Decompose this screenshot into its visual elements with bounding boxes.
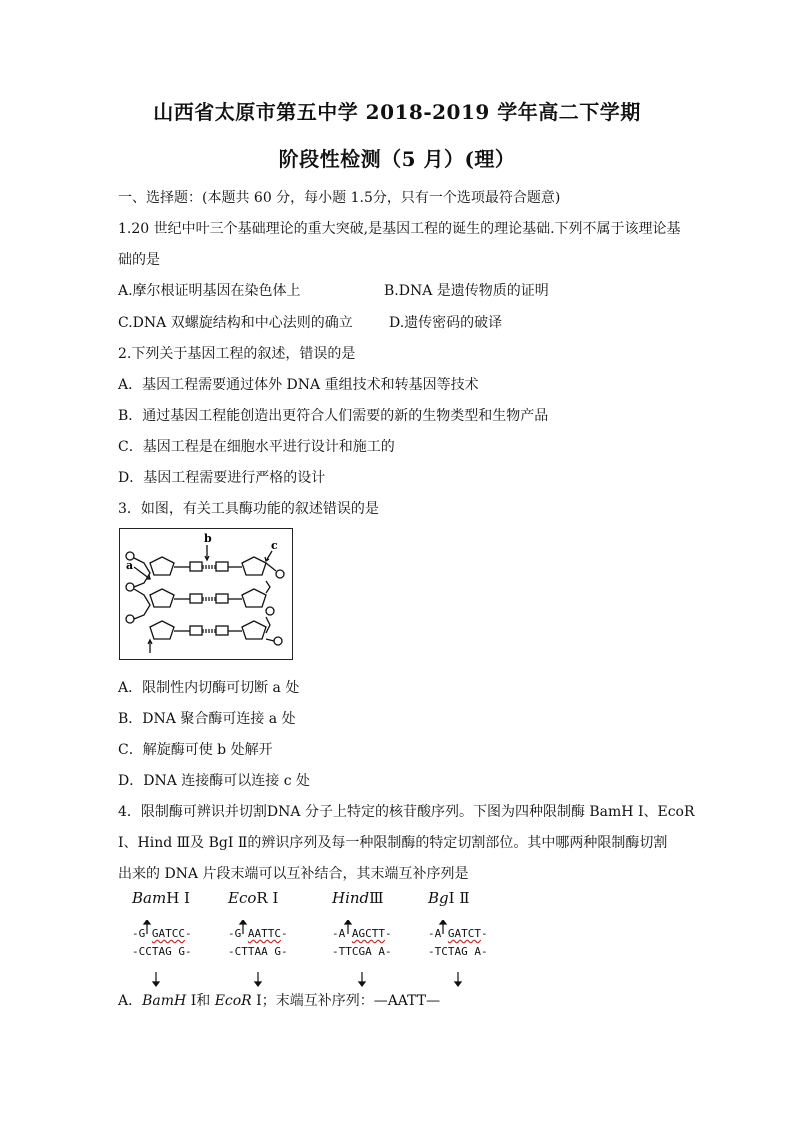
q1-stem-line2: 础的是 — [118, 252, 160, 268]
seq-top-left: -A — [332, 927, 352, 940]
seq-bottom-left: -CCTAG — [132, 945, 172, 958]
q2-option-c: C．基因工程是在细胞水平进行设计和施工的 — [118, 439, 395, 455]
seq-bottom-right: G- — [267, 945, 288, 958]
enzyme-suffix: R Ⅰ — [256, 889, 279, 907]
q2-option-b: B．通过基因工程能创造出更符合人们需要的新的生物类型和生物产品 — [118, 408, 549, 424]
q4-stem-line1: 4．限制酶可辨识并切割DNA 分子上特定的核苷酸序列。下图为四种限制酶 BamH Ⅰ、EcoR — [118, 804, 695, 820]
page-title-line2: 阶段性检测（5 月）(理） — [278, 147, 516, 171]
q4-option-a-mid: Ⅰ和 — [186, 993, 215, 1009]
q2-option-d: D．基因工程需要进行严格的设计 — [118, 470, 326, 486]
seq-top-left: -G — [228, 927, 248, 940]
figure-label-a: a — [126, 559, 134, 572]
seq-top-site: AGCTT — [351, 927, 385, 940]
enzyme-name: Hind — [332, 889, 370, 907]
seq-top-right: - — [385, 927, 392, 940]
q3-option-d: D．DNA 连接酶可以连接 c 处 — [118, 773, 311, 789]
q1-stem-line1: 1.20 世纪中叶三个基础理论的重大突破,是基因工程的诞生的理论基础.下列不属于该理论基 — [118, 221, 681, 237]
q3-stem: 3．如图，有关工具酶功能的叙述错误的是 — [118, 501, 379, 517]
section-heading: 一、选择题：(本题共 60 分，每小题 1.5分，只有一个选项最符合题意) — [118, 190, 561, 206]
enzyme-suffix: Ⅰ Ⅱ — [448, 889, 470, 907]
figure-label-b: b — [204, 532, 212, 545]
seq-top-left: -G — [132, 927, 152, 940]
q4-stem-line2: Ⅰ、Hind Ⅲ及 BgⅠ Ⅱ的辨识序列及每一种限制酶的特定切割部位。其中哪两种限制酶切割 — [118, 835, 668, 851]
q1-option-c: C.DNA 双螺旋结构和中心法则的确立 — [118, 315, 353, 331]
seq-top-right: - — [481, 927, 488, 940]
cut-site-arrows — [0, 920, 794, 990]
q2-option-a: A．基因工程需要通过体外 DNA 重组技术和转基因等技术 — [118, 377, 479, 393]
enzyme-name: Eco — [228, 889, 257, 907]
q4-stem-line3: 出来的 DNA 片段末端可以互补结合，其末端互补序列是 — [118, 866, 469, 882]
q4-option-a-enzyme2: EcoR — [214, 993, 252, 1009]
enzyme-suffix: Ⅲ — [369, 889, 384, 907]
seq-bottom-right: G- — [171, 945, 192, 958]
seq-bottom-left: -TTCGA — [332, 945, 372, 958]
q4-option-a-prefix: A． — [118, 993, 143, 1009]
enzyme-name: Bg — [428, 889, 449, 907]
seq-top-right: - — [281, 927, 288, 940]
q4-option-a-enzyme1: BamH — [142, 993, 187, 1009]
q4-option-a — [118, 990, 440, 1010]
q1-option-d: D.遗传密码的破译 — [389, 315, 503, 331]
seq-bottom-right: A- — [467, 945, 488, 958]
seq-top-site: GATCC — [151, 927, 185, 940]
seq-bottom-right: A- — [371, 945, 392, 958]
page-title-line1: 山西省太原市第五中学 2018-2019 学年高二下学期 — [153, 100, 641, 124]
dna-structure-diagram — [120, 529, 292, 659]
q3-option-a: A．限制性内切酶可切断 a 处 — [118, 680, 300, 696]
dna-structure-figure — [119, 528, 293, 660]
q1-option-a: A.摩尔根证明基因在染色体上 — [118, 283, 301, 299]
enzyme-name: Bam — [132, 889, 167, 907]
q2-stem: 2.下列关于基因工程的叙述，错误的是 — [118, 346, 356, 362]
seq-top-site: GATCT — [447, 927, 481, 940]
q3-option-b: B．DNA 聚合酶可连接 a 处 — [118, 711, 296, 727]
q4-option-a-rest: Ⅰ；末端互补序列：—AATT— — [251, 993, 441, 1009]
figure-label-c: c — [271, 539, 278, 552]
seq-top-site: AATTC — [247, 927, 281, 940]
seq-bottom-left: -CTTAA — [228, 945, 268, 958]
enzyme-suffix: H Ⅰ — [166, 889, 190, 907]
seq-top-right: - — [185, 927, 192, 940]
seq-top-left: -A — [428, 927, 448, 940]
q1-option-b: B.DNA 是遗传物质的证明 — [384, 283, 549, 299]
q3-option-c: C．解旋酶可使 b 处解开 — [118, 742, 273, 758]
seq-bottom-left: -TCTAG — [428, 945, 468, 958]
